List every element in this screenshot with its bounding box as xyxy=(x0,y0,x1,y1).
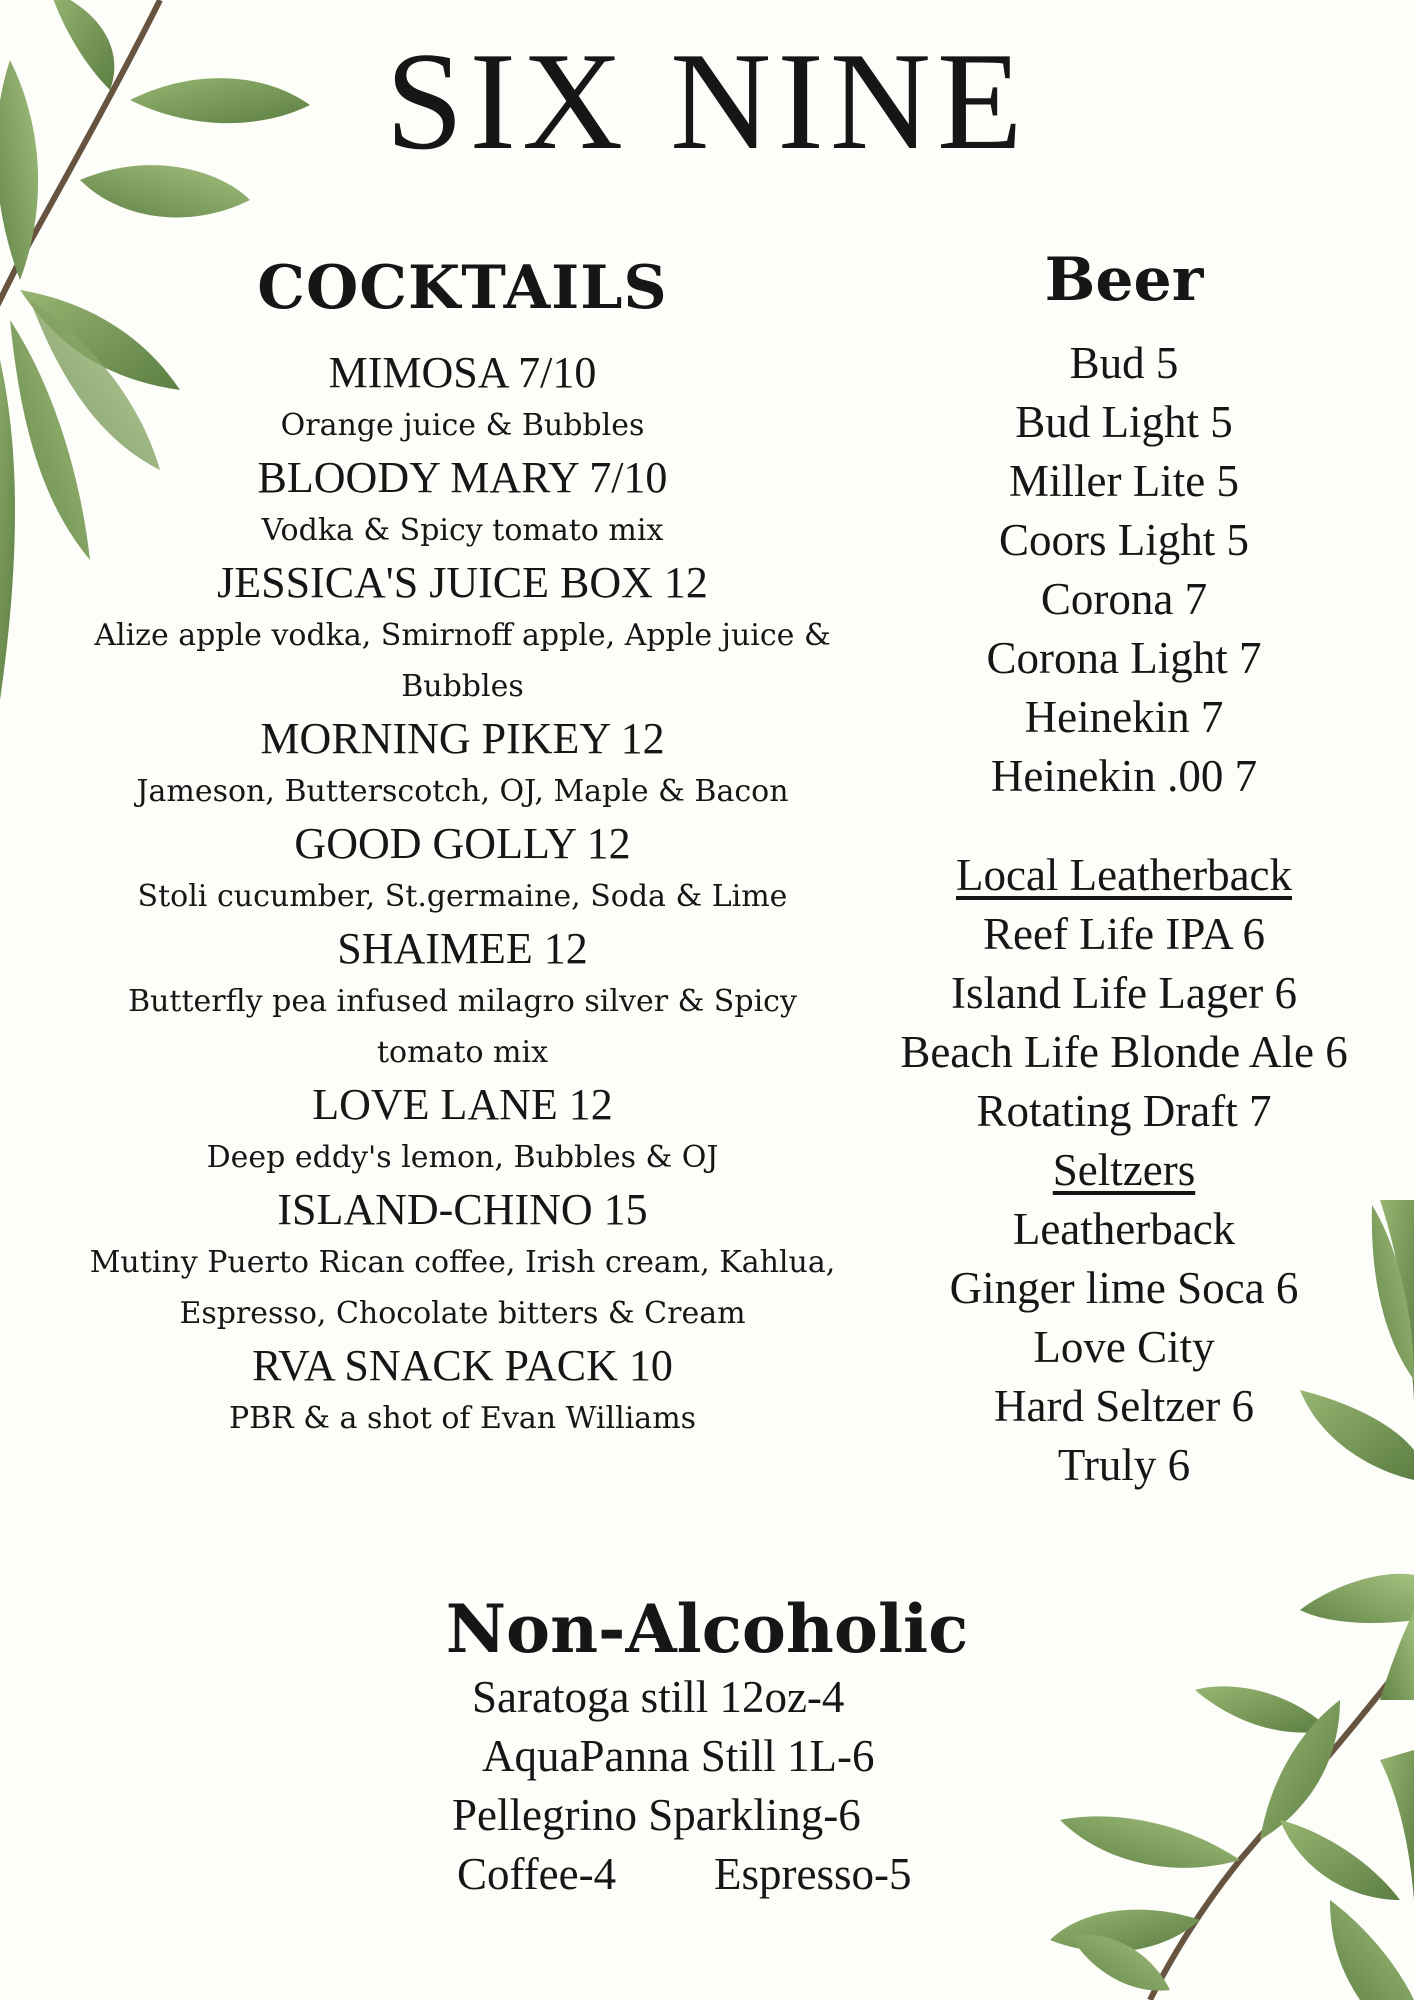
beer-name: Heinekin xyxy=(1024,692,1190,742)
local-beer-item xyxy=(860,905,1388,964)
cocktail-name xyxy=(40,556,885,610)
cocktail-description: Alize apple vodka, Smirnoff apple, Apple juice & xyxy=(94,618,831,653)
cocktail-price: 7/10 xyxy=(518,348,597,397)
cocktail-item xyxy=(40,1183,885,1339)
beer-price: 7 xyxy=(1234,751,1258,801)
seltzer-line: Love City xyxy=(1033,1322,1215,1372)
non-alcoholic-list xyxy=(0,1668,1414,1904)
cocktail-price: 12 xyxy=(620,714,665,763)
beer-name: Corona Light xyxy=(986,633,1228,683)
cocktail-title: LOVE LANE xyxy=(312,1080,558,1129)
cocktail-title: JESSICA'S JUICE BOX xyxy=(217,558,653,607)
cocktail-item xyxy=(40,346,885,451)
seltzer-list xyxy=(860,1200,1388,1495)
beer-name: Island Life Lager xyxy=(950,968,1264,1018)
cocktail-price: 7/10 xyxy=(589,453,668,502)
beer-price: 7 xyxy=(1184,574,1208,624)
cocktails-heading: COCKTAILS xyxy=(257,253,668,323)
local-beer-item xyxy=(860,1023,1388,1082)
beer-price: 5 xyxy=(1226,515,1249,565)
beer-name: Beach Life Blonde Ale xyxy=(900,1027,1314,1077)
cocktail-title: SHAIMEE xyxy=(337,924,533,973)
beer-price: 7 xyxy=(1248,1086,1272,1136)
beer-name: Bud Light xyxy=(1015,397,1199,447)
cocktail-description: Espresso, Chocolate bitters & Cream xyxy=(179,1296,746,1331)
cocktail-title: RVA SNACK PACK xyxy=(252,1341,618,1390)
cocktail-title: MORNING PIKEY xyxy=(260,714,610,763)
beer-item xyxy=(860,511,1388,570)
seltzer-line: Hard Seltzer 6 xyxy=(994,1381,1254,1431)
local-beer-item xyxy=(860,964,1388,1023)
coffee-row xyxy=(0,1845,1414,1904)
na-item: Pellegrino Sparkling-6 xyxy=(452,1790,861,1840)
cocktail-title: GOOD GOLLY xyxy=(294,819,576,868)
seltzer-line: Truly 6 xyxy=(1057,1440,1191,1490)
seltzers-heading: Seltzers xyxy=(1052,1145,1196,1195)
beer-item xyxy=(860,747,1388,806)
na-item: Saratoga still 12oz-4 xyxy=(472,1672,845,1722)
local-beer-list xyxy=(860,905,1388,1141)
cocktail-description: Orange juice & Bubbles xyxy=(280,408,645,443)
cocktail-price: 12 xyxy=(663,558,708,607)
beer-price: 5 xyxy=(1155,338,1179,388)
coffee-item: Coffee-4 xyxy=(457,1849,617,1899)
seltzer-line: Leatherback xyxy=(1012,1204,1236,1254)
beer-item xyxy=(860,629,1388,688)
seltzer-line: Ginger lime Soca 6 xyxy=(949,1263,1299,1313)
cocktail-name xyxy=(40,346,885,400)
beer-list xyxy=(860,334,1388,806)
cocktail-title: MIMOSA xyxy=(328,348,508,397)
beer-name: Coors Light xyxy=(998,515,1216,565)
cocktail-name xyxy=(40,817,885,871)
beer-item xyxy=(860,334,1388,393)
cocktail-name xyxy=(40,712,885,766)
cocktail-title: BLOODY MARY xyxy=(257,453,579,502)
cocktail-description: Vodka & Spicy tomato mix xyxy=(261,513,664,548)
beer-item xyxy=(860,570,1388,629)
beer-name: Rotating Draft xyxy=(976,1086,1238,1136)
beer-name: Heinekin .00 xyxy=(990,751,1224,801)
cocktail-list xyxy=(40,346,885,1444)
cocktail-item xyxy=(40,1339,885,1444)
cocktail-description: Bubbles xyxy=(401,669,524,704)
beer-item xyxy=(860,688,1388,747)
cocktail-price: 12 xyxy=(586,819,631,868)
cocktail-description: Mutiny Puerto Rican coffee, Irish cream, Kahlua, xyxy=(89,1245,836,1280)
cocktail-description: Jameson, Butterscotch, OJ, Maple & Bacon xyxy=(136,774,789,809)
beer-name: Miller Lite xyxy=(1009,456,1206,506)
na-item: AquaPanna Still 1L-6 xyxy=(482,1731,875,1781)
cocktail-name xyxy=(40,1339,885,1393)
cocktail-price: 15 xyxy=(603,1185,648,1234)
beer-price: 5 xyxy=(1210,397,1233,447)
beer-item xyxy=(860,452,1388,511)
beer-heading: Beer xyxy=(1044,245,1204,315)
cocktail-item xyxy=(40,1078,885,1183)
cocktail-name xyxy=(40,451,885,505)
cocktail-item xyxy=(40,817,885,922)
cocktail-description: tomato mix xyxy=(376,1035,549,1070)
espresso-item: Espresso-5 xyxy=(714,1849,912,1899)
non-alcoholic-heading: Non-Alcoholic xyxy=(445,1590,969,1668)
beer-price: 7 xyxy=(1238,633,1262,683)
cocktail-description: Butterfly pea infused milagro silver & Spicy xyxy=(128,984,797,1019)
cocktail-name xyxy=(40,922,885,976)
cocktail-title: ISLAND-CHINO xyxy=(277,1185,593,1234)
beer-price: 6 xyxy=(1242,909,1266,959)
local-beer-item xyxy=(860,1082,1388,1141)
cocktail-item xyxy=(40,712,885,817)
cocktail-item xyxy=(40,451,885,556)
non-alcoholic-section xyxy=(0,1590,1414,1904)
beer-price: 6 xyxy=(1274,968,1298,1018)
cocktail-price: 12 xyxy=(568,1080,613,1129)
cocktail-description: PBR & a shot of Evan Williams xyxy=(228,1401,697,1436)
beer-name: Bud xyxy=(1069,338,1145,388)
cocktail-description: Stoli cucumber, St.germaine, Soda & Lime xyxy=(137,879,788,914)
beer-section xyxy=(860,245,1388,1495)
cocktail-description: Deep eddy's lemon, Bubbles & OJ xyxy=(206,1140,719,1175)
menu-title: SIX NINE xyxy=(385,24,1029,179)
beer-spacer xyxy=(860,806,1388,846)
beer-name: Corona xyxy=(1040,574,1174,624)
beer-price: 7 xyxy=(1200,692,1224,742)
beer-name: Reef Life IPA xyxy=(982,909,1232,959)
beer-price: 6 xyxy=(1325,1027,1348,1077)
cocktails-section xyxy=(40,253,885,1444)
beer-item xyxy=(860,393,1388,452)
cocktail-item xyxy=(40,922,885,1078)
cocktail-item xyxy=(40,556,885,712)
beer-price: 5 xyxy=(1216,456,1239,506)
cocktail-name xyxy=(40,1183,885,1237)
local-leatherback-heading: Local Leatherback xyxy=(955,850,1293,900)
cocktail-price: 12 xyxy=(543,924,588,973)
cocktail-name xyxy=(40,1078,885,1132)
cocktail-price: 10 xyxy=(628,1341,673,1390)
